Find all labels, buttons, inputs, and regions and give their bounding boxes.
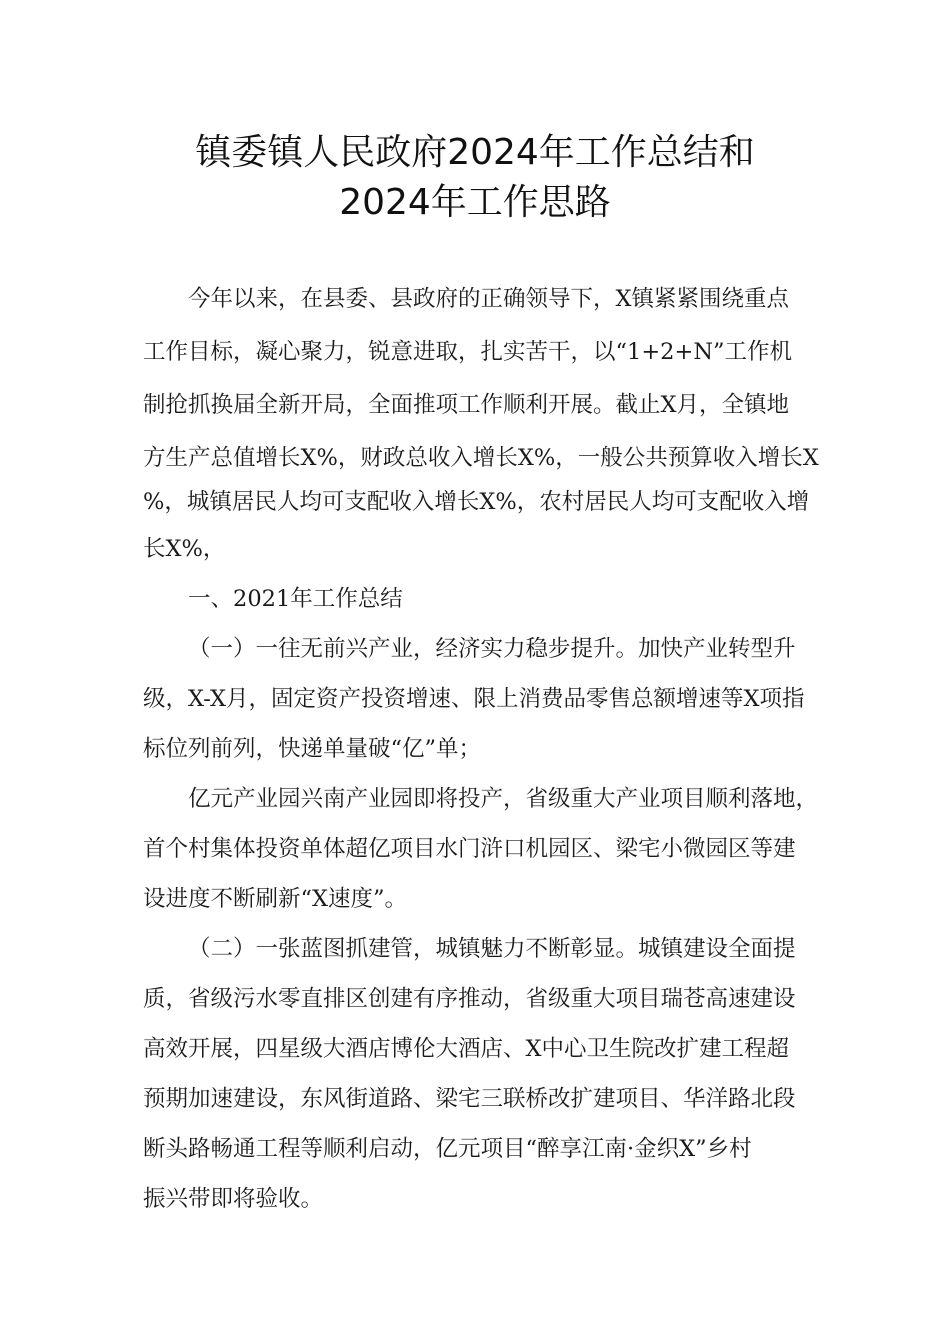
paragraph-park-line: 亿元产业园兴南产业园即将投产，省级重大产业项目顺利落地， (188, 786, 819, 812)
paragraph-intro-line: %，城镇居民人均可支配收入增长X%，农村居民人均可支配收入增 (143, 489, 810, 515)
paragraph-industry-line: （一）一往无前兴产业，经济实力稳步提升。加快产业转型升 (188, 636, 796, 662)
paragraph-intro-line: 工作目标，凝心聚力，锐意进取，扎实苦干，以“1+2+N”工作机 (143, 339, 793, 365)
paragraph-urban-line: 断头路畅通工程等顺利启动，亿元项目“醉享江南·金织X”乡村 (143, 1136, 752, 1162)
paragraph-urban-line: 高效开展，四星级大酒店博伦大酒店、X中心卫生院改扩建工程超 (143, 1036, 790, 1062)
paragraph-intro-line: 今年以来，在县委、县政府的正确领导下，X镇紧紧围绕重点 (188, 286, 790, 312)
paragraph-urban-line: 振兴带即将验收。 (143, 1186, 324, 1212)
paragraph-industry-line: 标位列前列，快递单量破“亿”单； (143, 736, 482, 762)
paragraph-intro-line: 制抢抓换届全新开局，全面推项工作顺利开展。截止X月，全镇地 (143, 392, 790, 418)
paragraph-park-line: 首个村集体投资单体超亿项目水门浒口机园区、梁宅小微园区等建 (143, 836, 796, 862)
paragraph-intro-line: 长X%， (143, 536, 226, 562)
paragraph-urban-line: 质，省级污水零直排区创建有序推动，省级重大项目瑞苍高速建设 (143, 986, 796, 1012)
paragraph-urban-line: （二）一张蓝图抓建管，城镇魅力不断彰显。城镇建设全面提 (188, 936, 796, 962)
paragraph-park-line: 设进度不断刷新“X速度”。 (143, 886, 408, 912)
paragraph-urban-line: 预期加速建设，东风街道路、梁宅三联桥改扩建项目、华洋路北段 (143, 1086, 796, 1112)
document-title-line-1: 镇委镇人民政府2024年工作总结和 (195, 132, 755, 173)
paragraph-industry-line: 级，X-X月，固定资产投资增速、限上消费品零售总额增速等X项指 (143, 686, 805, 712)
document-title-line-2: 2024年工作思路 (339, 182, 611, 223)
paragraph-intro-line: 方生产总值增长X%，财政总收入增长X%，一般公共预算收入增长X (143, 445, 819, 471)
section-heading: 一、2021年工作总结 (188, 586, 403, 612)
